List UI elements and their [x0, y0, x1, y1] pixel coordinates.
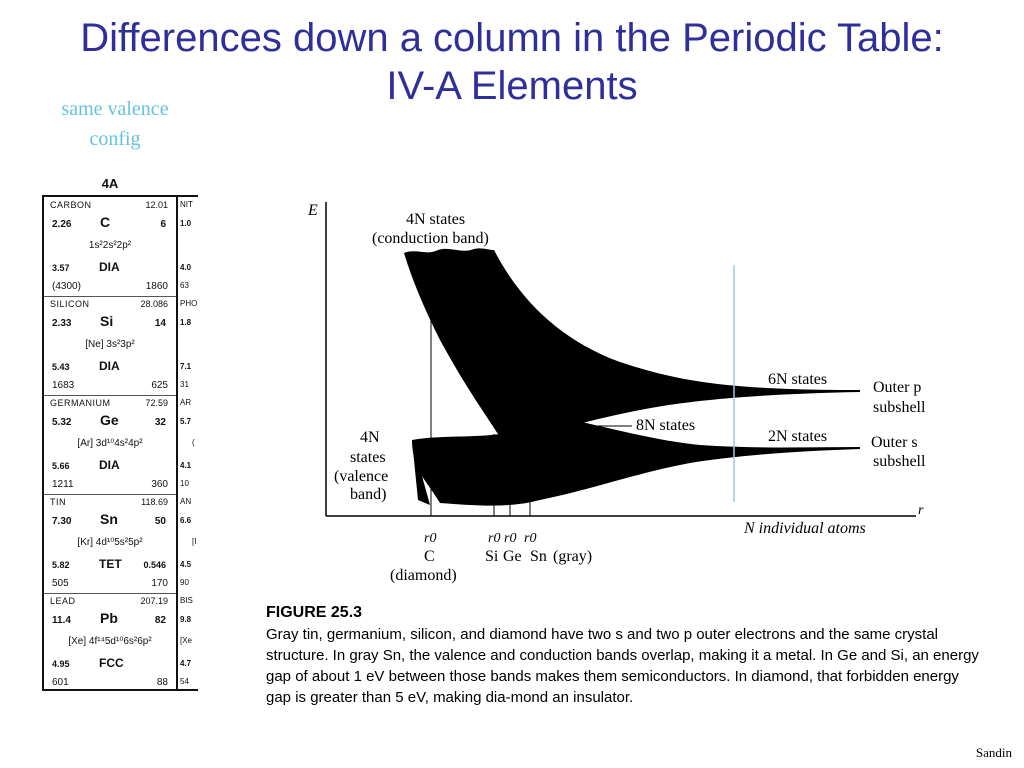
next-cell	[180, 197, 198, 296]
outer-p-label-1: Outer p	[873, 379, 922, 396]
next-cell	[180, 296, 198, 395]
boiling-point: 1683	[52, 380, 75, 391]
element-name: SILICON	[50, 299, 90, 309]
title-line-1: Differences down a column in the Periodic Table:	[80, 16, 944, 60]
outer-s-label-2: subshell	[873, 453, 926, 470]
r0-label-tin: r0	[524, 531, 537, 546]
element-name: CARBON	[50, 200, 92, 210]
element-value: 11.4	[52, 615, 71, 626]
fragment-text: 1.8	[180, 318, 192, 327]
fragment-text: 1.0	[180, 219, 192, 228]
diamond-label: (diamond)	[390, 567, 457, 584]
outer-p-label-2: subshell	[873, 399, 926, 416]
element-symbol: Sn	[100, 511, 118, 527]
crystal-structure: DIA	[99, 359, 120, 373]
figure-caption: Gray tin, germanium, silicon, and diamond have two s and two p outer electrons and the same crystal structure. In gray Sn, the valence and conduction bands overlap, making it a metal. In Ge and Si, an energy gap of about 1 eV between those bands makes them semiconductors. In diamond, that forbidden energy gap is greater than 5 eV, making dia-mond an insulator.	[266, 626, 979, 706]
atomic-number: 6	[160, 219, 166, 230]
element-symbol: Ge	[100, 412, 119, 428]
fragment-text: [I	[192, 537, 197, 546]
credit-text: Sandin	[975, 745, 1012, 760]
element-cell-carbon	[44, 197, 176, 297]
structure-extra-value: 0.546	[143, 560, 166, 570]
electron-config: [Ne] 3s²3p²	[85, 339, 135, 350]
group-header: 4A	[101, 176, 119, 191]
conduction-label-1: 4N states	[406, 211, 466, 228]
next-cell	[180, 593, 198, 691]
outer-s-label-1: Outer s	[871, 434, 918, 451]
atomic-mass: 72.59	[145, 398, 168, 408]
atomic-number: 14	[154, 318, 166, 329]
element-name: LEAD	[50, 596, 76, 606]
fragment-text: 63	[180, 281, 189, 290]
fragment-text: [Xe	[180, 636, 193, 645]
crystal-structure: TET	[99, 557, 122, 571]
element-name: TIN	[50, 497, 66, 507]
fragment-text: AN	[180, 497, 192, 506]
fragment-text: 10	[180, 479, 189, 488]
element-column-frame	[42, 195, 178, 691]
fragment-text: 4.7	[180, 659, 192, 668]
fragment-text: 4.0	[180, 263, 192, 272]
r0-label-germanium: r0	[504, 531, 517, 546]
periodic-table-column	[42, 176, 198, 692]
valence-label-2: states	[350, 449, 386, 466]
distance-axis-label: r	[918, 503, 924, 518]
fragment-text: (	[192, 438, 195, 447]
conduction-band-region	[404, 248, 860, 447]
element-value: 2.26	[52, 219, 72, 230]
electron-config: [Kr] 4d¹⁰5s²5p²	[77, 537, 143, 548]
crystal-structure: FCC	[99, 656, 124, 670]
energy-band-diagram	[300, 190, 990, 600]
valence-label-4: band)	[350, 486, 387, 503]
eight-n-label: 8N states	[636, 417, 696, 434]
atomic-number: 50	[154, 516, 166, 527]
figure-label: FIGURE 25.3	[266, 604, 363, 621]
fragment-text: 9.8	[180, 615, 192, 624]
atomic-number: 32	[154, 417, 166, 428]
side-note	[30, 94, 200, 154]
conduction-label-2: (conduction band)	[372, 230, 489, 247]
density: 3.57	[52, 263, 70, 273]
density: 4.95	[52, 659, 70, 669]
density: 5.66	[52, 461, 70, 471]
boiling-point: 1211	[52, 479, 74, 490]
fragment-text: 90	[180, 578, 189, 587]
element-cell-lead	[44, 593, 176, 692]
fragment-text: 54	[180, 677, 189, 686]
atomic-mass: 28.086	[140, 299, 168, 309]
element-cell-tin	[44, 494, 176, 594]
fragment-text: NIT	[180, 200, 193, 209]
boiling-point: 601	[52, 677, 69, 688]
electron-config: 1s²2s²2p²	[88, 240, 132, 251]
element-cell-germanium	[44, 395, 176, 495]
element-symbol: Pb	[100, 610, 118, 626]
electron-config: [Ar] 3d¹⁰4s²4p²	[77, 438, 143, 449]
atomic-mass: 12.01	[145, 200, 168, 210]
electron-config: [Xe] 4f¹⁴5d¹⁰6s²6p²	[68, 636, 152, 647]
melting-point: 88	[156, 677, 168, 688]
boiling-point: 505	[52, 578, 69, 589]
side-note-line-1: same valence	[61, 98, 169, 120]
valence-label-1: 4N	[360, 429, 380, 446]
atomic-mass: 118.69	[141, 497, 168, 507]
fragment-text: 6.6	[180, 516, 192, 525]
r0-label-silicon: r0	[488, 531, 501, 546]
side-note-line-2: config	[89, 128, 141, 150]
element-name: GERMANIUM	[50, 398, 111, 408]
density: 5.43	[52, 362, 70, 372]
element-symbol: C	[100, 214, 111, 230]
element-symbol: Si	[100, 313, 114, 329]
next-cell	[180, 494, 198, 593]
germanium-label: Ge	[503, 548, 522, 565]
fragment-text: 4.1	[180, 461, 192, 470]
density: 5.82	[52, 560, 70, 570]
fragment-text: PHO	[180, 299, 198, 308]
crystal-structure: DIA	[99, 260, 120, 274]
fragment-text: 31	[180, 380, 189, 389]
fragment-text: BIS	[180, 596, 193, 605]
two-n-label: 2N states	[768, 428, 828, 445]
melting-point: 625	[151, 380, 168, 391]
carbon-label: C	[424, 548, 435, 565]
fragment-text: 5.7	[180, 417, 192, 426]
melting-point: 1860	[145, 281, 168, 292]
element-value: 5.32	[52, 417, 72, 428]
next-cell	[180, 395, 198, 494]
fragment-text: 4.5	[180, 560, 192, 569]
melting-point: 170	[151, 578, 168, 589]
valence-label-3: (valence	[334, 468, 389, 485]
element-cell-silicon	[44, 296, 176, 396]
tin-label: Sn	[530, 548, 547, 565]
fragment-text: AR	[180, 398, 192, 407]
next-column-fragment	[178, 195, 198, 691]
crystal-structure: DIA	[99, 458, 120, 472]
individual-atoms-label: N individual atoms	[744, 520, 866, 537]
silicon-label: Si	[485, 548, 499, 565]
atomic-number: 82	[154, 615, 166, 626]
boiling-point: (4300)	[52, 281, 81, 292]
element-value: 7.30	[52, 516, 72, 527]
title-line-2: IV-A Elements	[386, 64, 638, 108]
atomic-mass: 207.19	[140, 596, 168, 606]
gray-label: (gray)	[553, 548, 593, 565]
energy-axis-label: E	[308, 202, 318, 219]
element-value: 2.33	[52, 318, 72, 329]
six-n-label: 6N states	[768, 371, 828, 388]
melting-point: 360	[151, 479, 168, 490]
r0-label-carbon: r0	[424, 531, 437, 546]
fragment-text: 7.1	[180, 362, 192, 371]
